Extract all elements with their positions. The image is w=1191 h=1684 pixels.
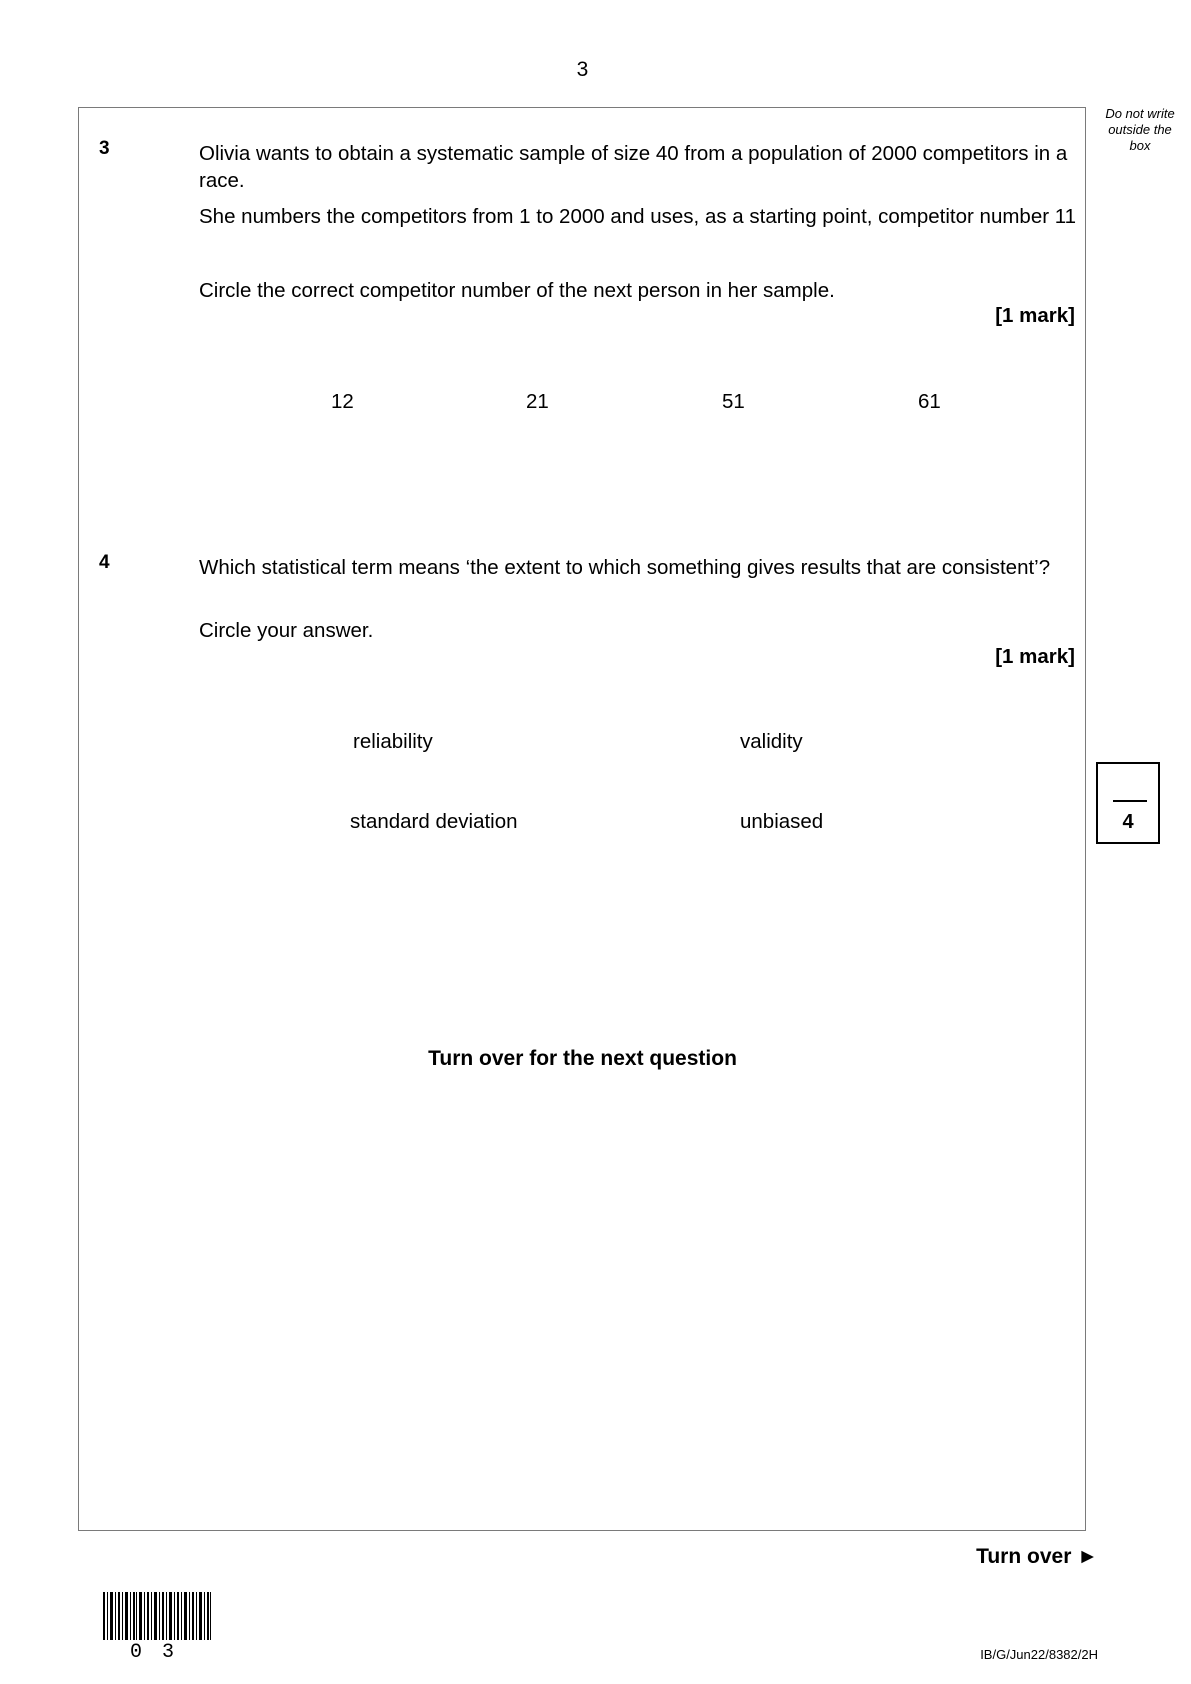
- question-4-paragraph-1: Which statistical term means ‘the extent to which something gives results that are consistent’?: [199, 556, 1051, 579]
- question-4-option-standard-deviation[interactable]: standard deviation: [350, 810, 518, 833]
- question-3-option-51[interactable]: 51: [722, 390, 745, 413]
- barcode-digits: 0 3: [130, 1641, 179, 1664]
- turn-over-label: Turn over ►: [976, 1545, 1098, 1568]
- question-3-option-61[interactable]: 61: [918, 390, 941, 413]
- question-3-number: 3: [99, 138, 110, 159]
- score-divider: [1113, 800, 1147, 802]
- question-3-option-21[interactable]: 21: [526, 390, 549, 413]
- question-4-number: 4: [99, 552, 110, 573]
- margin-note-line: outside the: [1108, 122, 1172, 137]
- page-number: 3: [576, 58, 589, 81]
- question-3-paragraph-2: She numbers the competitors from 1 to 2000 and uses, as a starting point, competitor number 11: [199, 205, 1077, 228]
- question-4-option-reliability[interactable]: reliability: [353, 730, 433, 753]
- question-3-option-12[interactable]: 12: [331, 390, 354, 413]
- question-4-paragraph-2: Circle your answer.: [199, 619, 374, 642]
- question-4-option-validity[interactable]: validity: [740, 730, 803, 753]
- question-3-marks: [1 mark]: [995, 304, 1075, 327]
- question-4-option-unbiased[interactable]: unbiased: [740, 810, 824, 833]
- question-4-marks: [1 mark]: [995, 645, 1075, 668]
- turn-over-next-question: Turn over for the next question: [428, 1047, 737, 1070]
- score-total: 4: [1122, 811, 1134, 833]
- margin-note-line: box: [1129, 138, 1151, 153]
- margin-note: [1095, 106, 1185, 154]
- margin-note-line: Do not write: [1105, 106, 1175, 121]
- answer-border-box: [78, 107, 1086, 1531]
- question-3-paragraph-3: Circle the correct competitor number of the next person in her sample.: [199, 279, 835, 302]
- question-3-paragraph-1: Olivia wants to obtain a systematic sample of size 40 from a population of 2000 competitors in a race.: [199, 142, 1068, 192]
- barcode-icon: [103, 1592, 211, 1640]
- page-score-box: [1096, 762, 1160, 844]
- document-reference: IB/G/Jun22/8382/2H: [980, 1647, 1098, 1662]
